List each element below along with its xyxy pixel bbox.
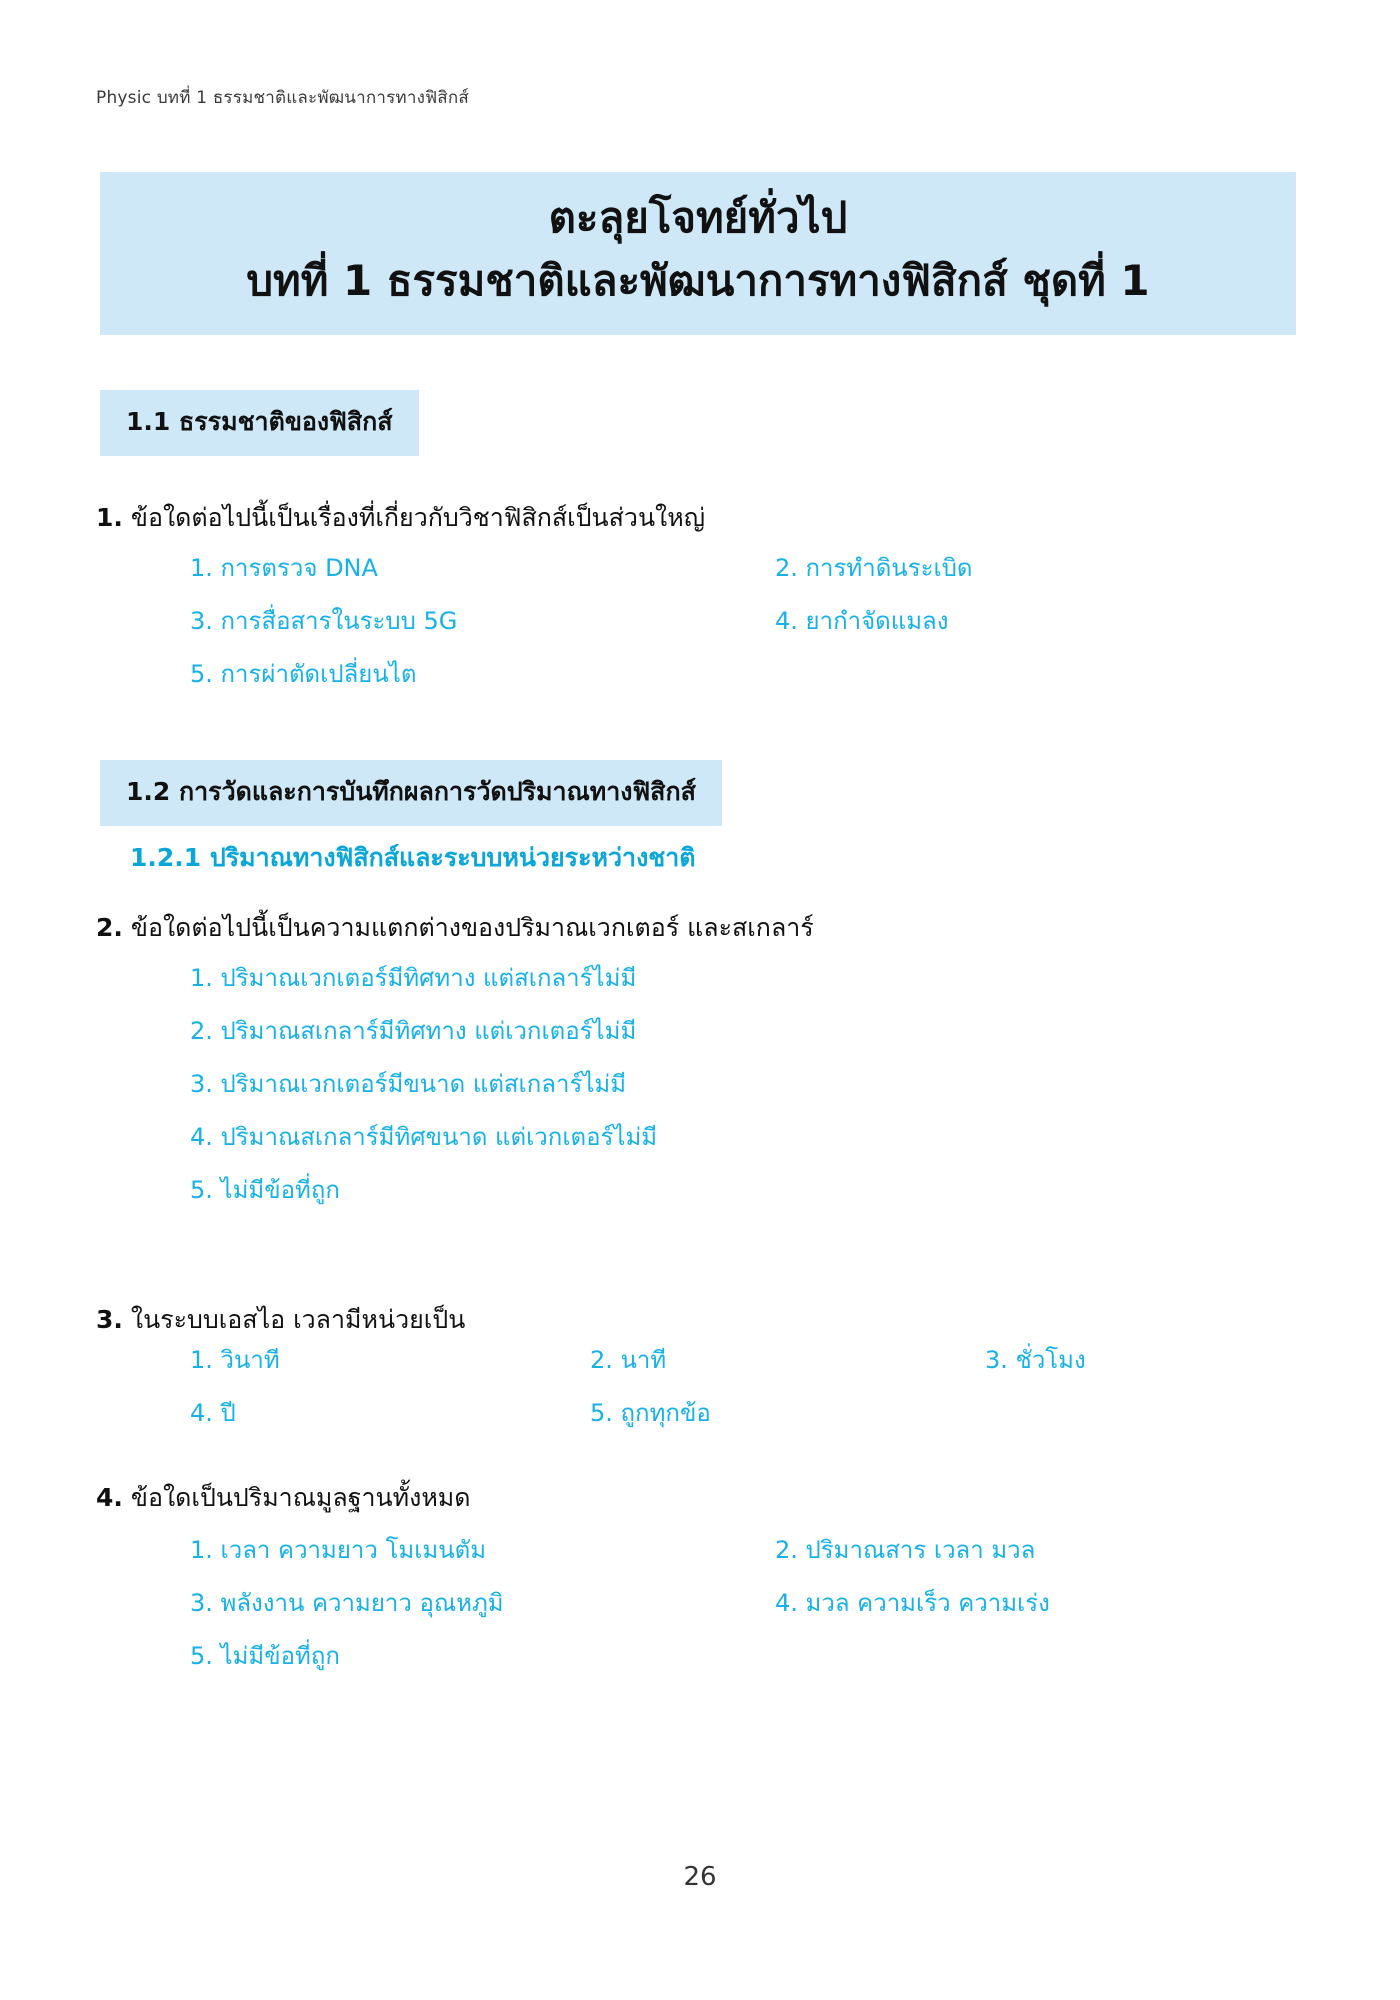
- title-line-1: ตะลุยโจทย์ทั่วไป: [548, 193, 848, 242]
- section-heading-1-2: 1.2 การวัดและการบันทึกผลการวัดปริมาณทางฟิสิกส์: [100, 760, 722, 826]
- question-4-choice-1[interactable]: 1. เวลา ความยาว โมเมนตัม: [190, 1536, 487, 1564]
- question-2: [96, 908, 814, 948]
- question-4-choice-5[interactable]: 5. ไม่มีข้อที่ถูก: [190, 1642, 340, 1670]
- question-2-choice-1[interactable]: 1. ปริมาณเวกเตอร์มีทิศทาง แต่สเกลาร์ไม่มี: [190, 964, 637, 992]
- question-2-number: 2.: [96, 913, 123, 942]
- question-1: [96, 498, 705, 538]
- running-head: Physic บทที่ 1 ธรรมชาติและพัฒนาการทางฟิสิกส์: [96, 88, 469, 108]
- question-4-text: ข้อใดเป็นปริมาณมูลฐานทั้งหมด: [130, 1483, 471, 1512]
- section-heading-1-1: 1.1 ธรรมชาติของฟิสิกส์: [100, 390, 419, 456]
- question-4-choice-3[interactable]: 3. พลังงาน ความยาว อุณหภูมิ: [190, 1589, 504, 1617]
- question-1-choice-3[interactable]: 3. การสื่อสารในระบบ 5G: [190, 607, 458, 635]
- question-1-text: ข้อใดต่อไปนี้เป็นเรื่องที่เกี่ยวกับวิชาฟิสิกส์เป็นส่วนใหญ่: [130, 503, 706, 532]
- question-4-number: 4.: [96, 1483, 123, 1512]
- question-2-choice-3[interactable]: 3. ปริมาณเวกเตอร์มีขนาด แต่สเกลาร์ไม่มี: [190, 1070, 627, 1098]
- question-2-text: ข้อใดต่อไปนี้เป็นความแตกต่างของปริมาณเวกเตอร์ และสเกลาร์: [130, 913, 814, 942]
- question-1-choice-1[interactable]: 1. การตรวจ DNA: [190, 554, 378, 582]
- question-4-choice-4[interactable]: 4. มวล ความเร็ว ความเร่ง: [775, 1589, 1050, 1617]
- title-banner: [100, 172, 1296, 335]
- title-line-2: บทที่ 1 ธรรมชาติและพัฒนาการทางฟิสิกส์ ชุดที่ 1: [246, 255, 1150, 305]
- question-4: [96, 1478, 471, 1518]
- question-3-number: 3.: [96, 1305, 123, 1334]
- question-2-choice-4[interactable]: 4. ปริมาณสเกลาร์มีทิศขนาด แต่เวกเตอร์ไม่มี: [190, 1123, 658, 1151]
- page-number: 26: [683, 1862, 717, 1892]
- subsection-heading-1-2-1: 1.2.1 ปริมาณทางฟิสิกส์และระบบหน่วยระหว่างชาติ: [130, 843, 696, 872]
- question-2-choice-5[interactable]: 5. ไม่มีข้อที่ถูก: [190, 1176, 340, 1204]
- question-1-number: 1.: [96, 503, 123, 532]
- question-2-choice-2[interactable]: 2. ปริมาณสเกลาร์มีทิศทาง แต่เวกเตอร์ไม่มี: [190, 1017, 637, 1045]
- question-1-choice-4[interactable]: 4. ยากำจัดแมลง: [775, 607, 949, 635]
- question-4-choice-2[interactable]: 2. ปริมาณสาร เวลา มวล: [775, 1536, 1036, 1564]
- question-3-choice-3[interactable]: 3. ชั่วโมง: [985, 1346, 1086, 1374]
- question-3-choice-2[interactable]: 2. นาที: [590, 1346, 667, 1374]
- question-3: [96, 1300, 465, 1340]
- question-3-text: ในระบบเอสไอ เวลามีหน่วยเป็น: [130, 1305, 466, 1334]
- question-1-choice-5[interactable]: 5. การผ่าตัดเปลี่ยนไต: [190, 660, 417, 688]
- question-3-choice-4[interactable]: 4. ปี: [190, 1399, 236, 1427]
- question-3-choice-5[interactable]: 5. ถูกทุกข้อ: [590, 1399, 711, 1427]
- question-3-choice-1[interactable]: 1. วินาที: [190, 1346, 280, 1374]
- question-1-choice-2[interactable]: 2. การทำดินระเบิด: [775, 554, 973, 582]
